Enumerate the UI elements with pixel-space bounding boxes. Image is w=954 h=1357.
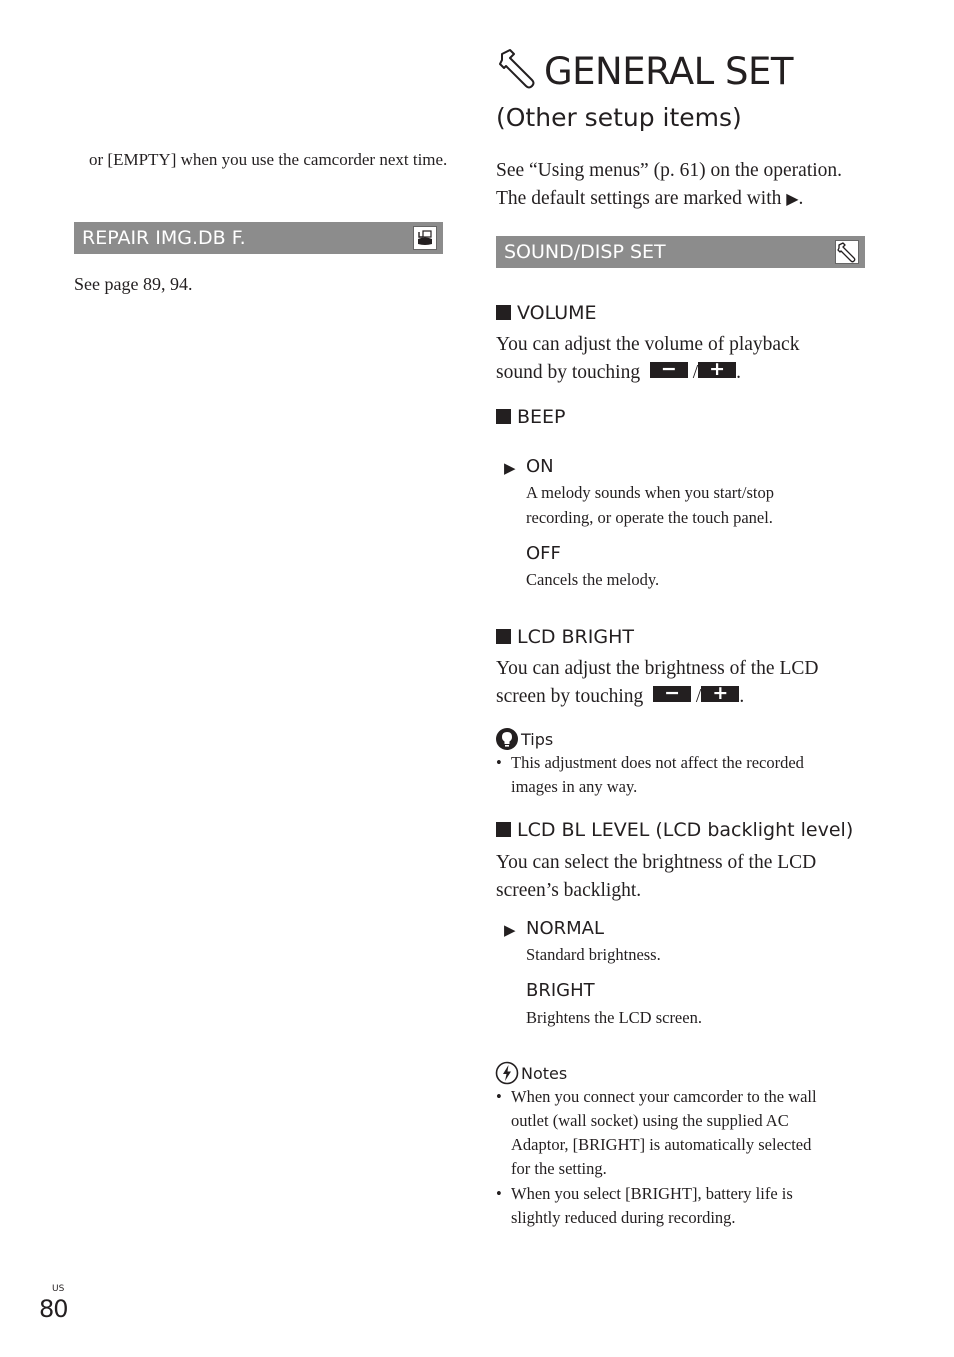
repair-img-db-text: See page 89, 94. bbox=[74, 274, 193, 294]
square-bullet-icon bbox=[496, 629, 511, 644]
continued-text: or [EMPTY] when you use the camcorder next time. bbox=[89, 150, 448, 169]
lcd-bright-heading: LCD BRIGHT bbox=[496, 625, 634, 649]
notes-item: • When you select [BRIGHT], battery life is slightly reduced during recording. bbox=[496, 1182, 876, 1230]
minus-button-icon: − bbox=[653, 686, 691, 702]
lcd-bl-level-text: You can select the brightness of the LCD screen’s backlight. bbox=[496, 852, 817, 901]
repair-img-db-bar bbox=[74, 222, 443, 254]
volume-heading: VOLUME bbox=[496, 301, 597, 325]
lightbulb-icon bbox=[495, 727, 519, 751]
page-subtitle: (Other setup items) bbox=[496, 103, 742, 132]
page-number: 80 bbox=[39, 1295, 68, 1323]
wrench-icon bbox=[496, 46, 540, 95]
tips-list bbox=[496, 751, 876, 799]
playback-folder-icon bbox=[413, 226, 437, 250]
lcd-bl-option-normal-desc: Standard brightness. bbox=[526, 945, 661, 964]
volume-text: You can adjust the volume of playback sound by touching − / + . bbox=[496, 334, 800, 383]
notes-warning-icon bbox=[495, 1061, 519, 1085]
notes-item: • When you connect your camcorder to the wall outlet (wall socket) using the supplied AC Adaptor, [BRIGHT] is automatically selected for the setting. bbox=[496, 1085, 876, 1181]
minus-button-icon: − bbox=[650, 362, 688, 378]
intro-line-1: See “Using menus” (p. 61) on the operation. bbox=[496, 160, 843, 181]
repair-img-db-label: REPAIR IMG.DB F. bbox=[82, 227, 246, 249]
default-marker-icon: ▶ bbox=[504, 459, 516, 477]
lcd-bl-option-bright-desc: Brightens the LCD screen. bbox=[526, 1008, 702, 1027]
intro-text bbox=[496, 157, 896, 213]
sound-disp-set-bar bbox=[496, 236, 865, 268]
page-title-text: GENERAL SET bbox=[544, 50, 793, 93]
notes-list bbox=[496, 1085, 876, 1230]
beep-option-off: OFF bbox=[526, 543, 561, 564]
square-bullet-icon bbox=[496, 822, 511, 837]
tips-item: • This adjustment does not affect the recorded images in any way. bbox=[496, 751, 876, 799]
beep-option-off-desc: Cancels the melody. bbox=[526, 570, 660, 589]
lcd-bright-text: You can adjust the brightness of the LCD screen by touching − / + . bbox=[496, 658, 819, 707]
default-marker-icon: ▶ bbox=[504, 921, 516, 939]
notes-heading: Notes bbox=[495, 1061, 567, 1086]
tips-heading: Tips bbox=[495, 727, 553, 752]
square-bullet-icon bbox=[496, 305, 511, 320]
sound-disp-set-label: SOUND/DISP SET bbox=[504, 241, 666, 263]
region-label: US bbox=[52, 1284, 65, 1294]
wrench-icon bbox=[835, 240, 859, 264]
plus-button-icon: + bbox=[698, 362, 736, 378]
square-bullet-icon bbox=[496, 409, 511, 424]
beep-option-on: ON bbox=[526, 456, 554, 477]
default-marker-icon: ▶ bbox=[786, 189, 799, 208]
lcd-bl-option-bright: BRIGHT bbox=[526, 980, 595, 1001]
beep-heading: BEEP bbox=[496, 405, 566, 429]
lcd-bl-option-normal: NORMAL bbox=[526, 918, 605, 939]
beep-option-on-desc: A melody sounds when you start/stop recording, or operate the touch panel. bbox=[526, 483, 774, 527]
plus-button-icon: + bbox=[701, 686, 739, 702]
lcd-bl-level-heading: LCD BL LEVEL (LCD backlight level) bbox=[496, 818, 853, 842]
intro-line-2: The default settings are marked with ▶. bbox=[496, 188, 804, 209]
